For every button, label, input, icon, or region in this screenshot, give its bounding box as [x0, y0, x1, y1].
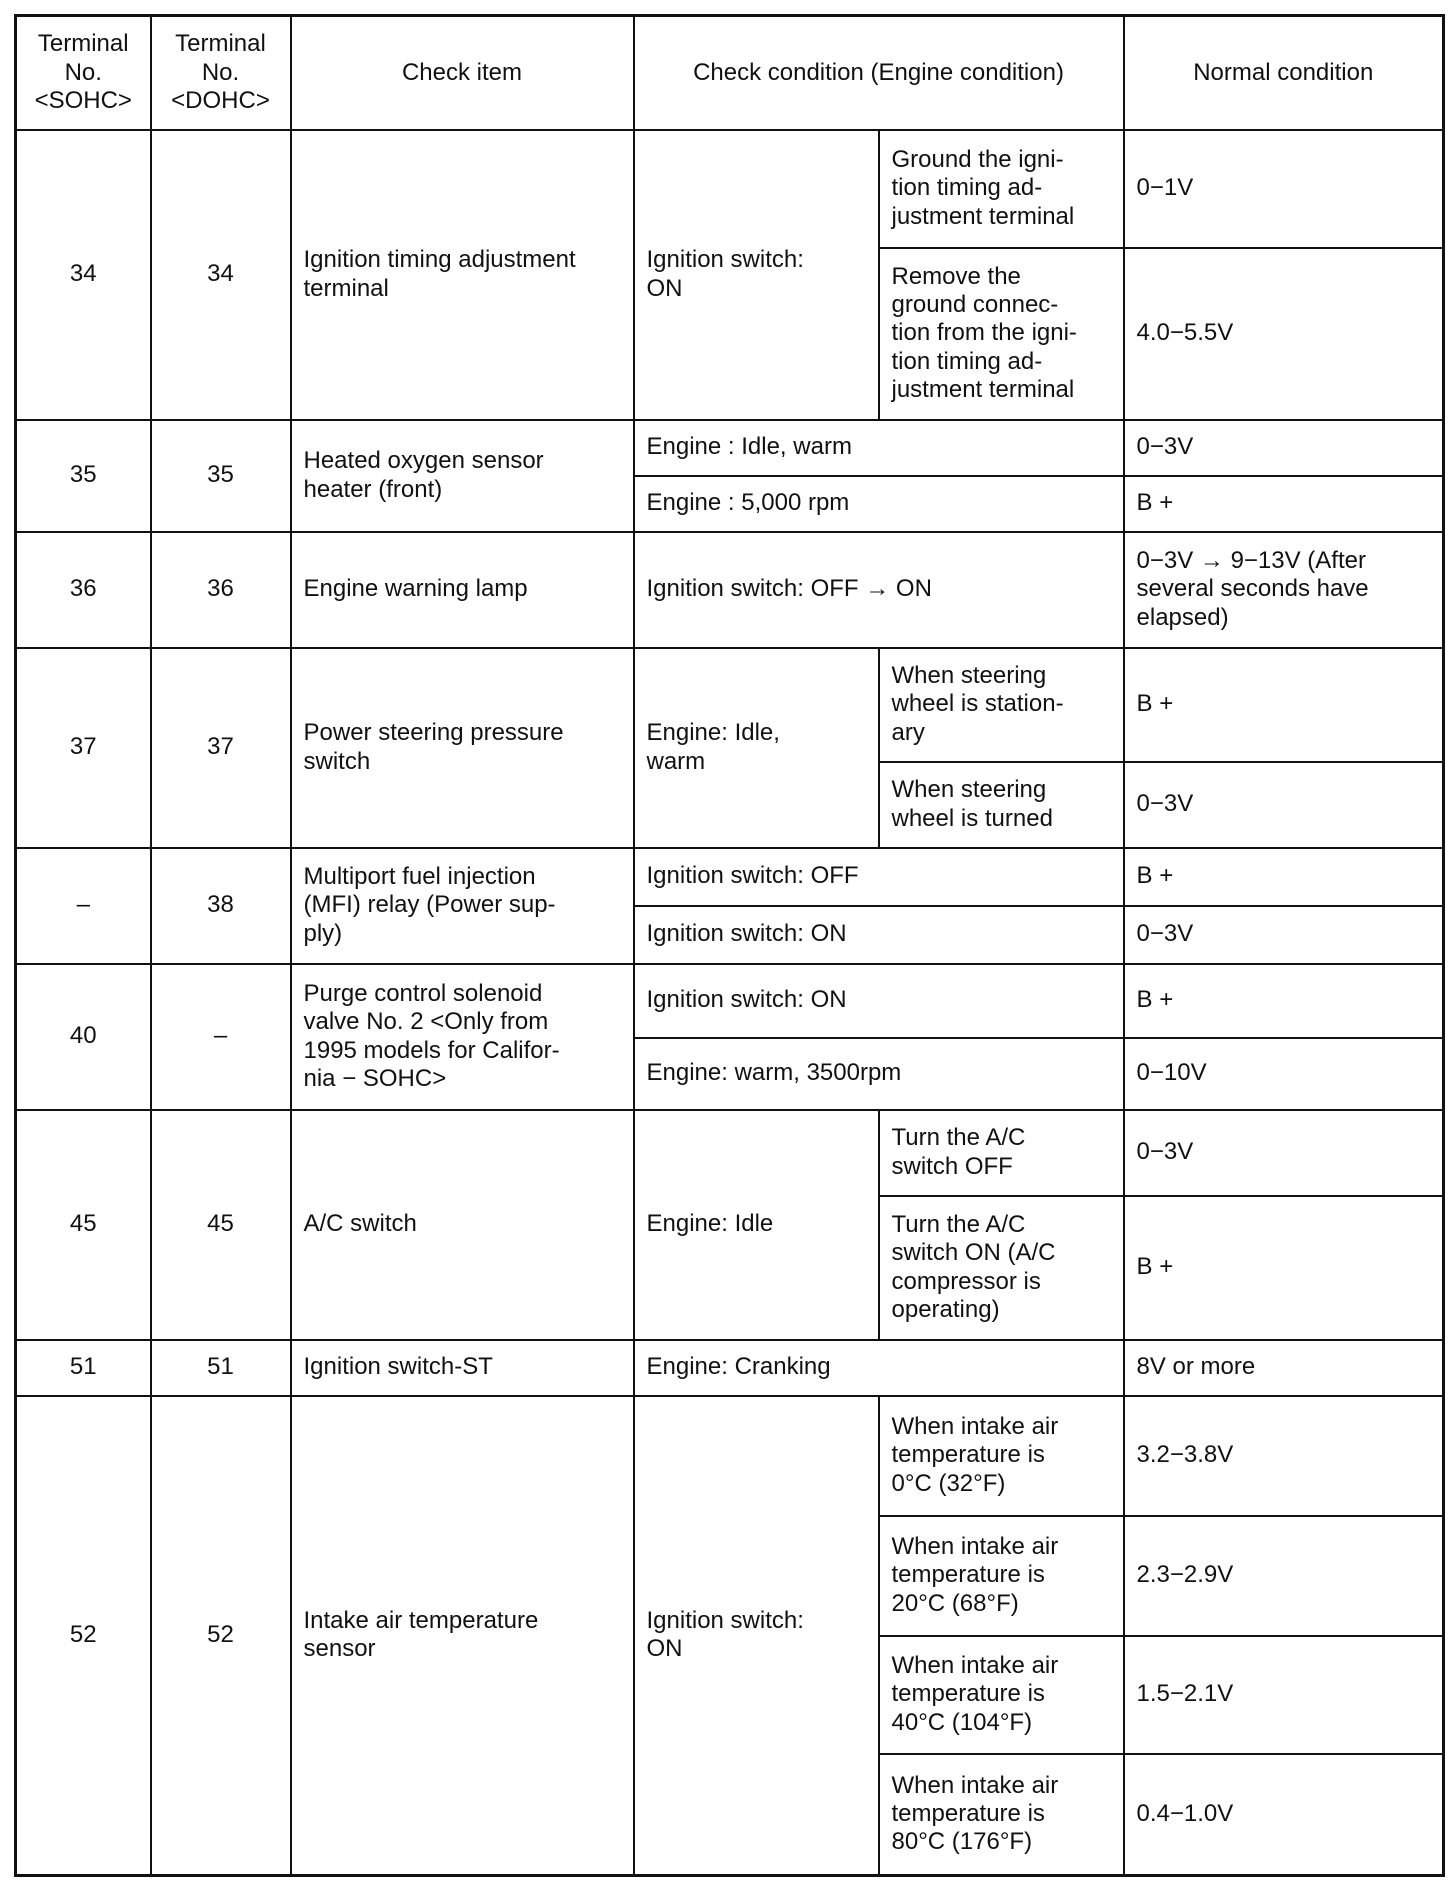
- normal-condition-cell: 0−3V → 9−13V (After several seconds have elapsed): [1124, 532, 1444, 648]
- sub-condition-cell: Remove the ground connec- tion from the igni- tion timing ad- justment terminal: [879, 248, 1124, 420]
- terminal-sohc-cell: 51: [16, 1340, 151, 1396]
- normal-condition-cell: 0.4−1.0V: [1124, 1754, 1444, 1876]
- table-row: [16, 130, 1444, 248]
- normal-condition-cell: 3.2−3.8V: [1124, 1396, 1444, 1516]
- table-row: [16, 1340, 1444, 1396]
- terminal-sohc-cell: 35: [16, 420, 151, 532]
- sub-condition-cell: When intake air temperature is 20°C (68°F): [879, 1516, 1124, 1636]
- check-condition-cell: Ignition switch: ON: [634, 964, 1124, 1038]
- table-row: [16, 648, 1444, 762]
- sub-condition-cell: Turn the A/C switch OFF: [879, 1110, 1124, 1196]
- terminal-check-table: [14, 14, 1445, 1877]
- normal-condition-cell: 0−3V: [1124, 762, 1444, 848]
- check-condition-cell: Engine : Idle, warm: [634, 420, 1124, 476]
- sub-condition-cell: When intake air temperature is 80°C (176°F): [879, 1754, 1124, 1876]
- table-row: [16, 532, 1444, 648]
- check-condition-cell: Engine: Cranking: [634, 1340, 1124, 1396]
- check-condition-cell: Engine: Idle, warm: [634, 648, 879, 848]
- terminal-dohc-cell: –: [151, 964, 291, 1110]
- normal-condition-cell: 0−3V: [1124, 420, 1444, 476]
- normal-condition-cell: B +: [1124, 648, 1444, 762]
- check-condition-cell: Ignition switch: OFF → ON: [634, 532, 1124, 648]
- table-row: [16, 964, 1444, 1038]
- check-item-cell: Multiport fuel injection (MFI) relay (Power sup- ply): [291, 848, 634, 964]
- check-item-cell: A/C switch: [291, 1110, 634, 1340]
- table-row: [16, 420, 1444, 476]
- sub-condition-cell: When intake air temperature is 40°C (104°F): [879, 1636, 1124, 1754]
- terminal-sohc-cell: 36: [16, 532, 151, 648]
- check-condition-cell: Ignition switch: ON: [634, 130, 879, 420]
- terminal-sohc-cell: 34: [16, 130, 151, 420]
- terminal-dohc-cell: 37: [151, 648, 291, 848]
- normal-condition-cell: B +: [1124, 848, 1444, 906]
- check-item-cell: Ignition switch-ST: [291, 1340, 634, 1396]
- table-row: [16, 1396, 1444, 1516]
- sub-condition-cell: When steering wheel is station- ary: [879, 648, 1124, 762]
- terminal-dohc-cell: 45: [151, 1110, 291, 1340]
- terminal-dohc-cell: 34: [151, 130, 291, 420]
- normal-condition-cell: B +: [1124, 1196, 1444, 1340]
- check-item-cell: Engine warning lamp: [291, 532, 634, 648]
- normal-condition-cell: B +: [1124, 476, 1444, 532]
- normal-condition-cell: 8V or more: [1124, 1340, 1444, 1396]
- normal-condition-cell: 2.3−2.9V: [1124, 1516, 1444, 1636]
- header-row: [16, 16, 1444, 130]
- terminal-dohc-cell: 38: [151, 848, 291, 964]
- terminal-dohc-cell: 51: [151, 1340, 291, 1396]
- terminal-sohc-cell: 45: [16, 1110, 151, 1340]
- normal-condition-cell: 0−1V: [1124, 130, 1444, 248]
- normal-condition-cell: 0−10V: [1124, 1038, 1444, 1110]
- check-item-cell: Purge control solenoid valve No. 2 <Only from 1995 models for Califor- nia − SOHC>: [291, 964, 634, 1110]
- normal-condition-cell: 4.0−5.5V: [1124, 248, 1444, 420]
- table-row: [16, 1110, 1444, 1196]
- header-terminal-sohc: Terminal No. <SOHC>: [16, 16, 151, 130]
- normal-condition-cell: 0−3V: [1124, 1110, 1444, 1196]
- sub-condition-cell: Ground the igni- tion timing ad- justment terminal: [879, 130, 1124, 248]
- header-normal-condition: Normal condition: [1124, 16, 1444, 130]
- spec-table-page: [14, 14, 1442, 1866]
- sub-condition-cell: When steering wheel is turned: [879, 762, 1124, 848]
- terminal-sohc-cell: 37: [16, 648, 151, 848]
- check-condition-cell: Engine: Idle: [634, 1110, 879, 1340]
- normal-condition-cell: 1.5−2.1V: [1124, 1636, 1444, 1754]
- header-check-condition: Check condition (Engine condition): [634, 16, 1124, 130]
- check-condition-cell: Ignition switch: ON: [634, 1396, 879, 1876]
- header-terminal-dohc: Terminal No. <DOHC>: [151, 16, 291, 130]
- check-item-cell: Power steering pressure switch: [291, 648, 634, 848]
- terminal-dohc-cell: 52: [151, 1396, 291, 1876]
- sub-condition-cell: When intake air temperature is 0°C (32°F): [879, 1396, 1124, 1516]
- terminal-sohc-cell: –: [16, 848, 151, 964]
- check-condition-cell: Engine : 5,000 rpm: [634, 476, 1124, 532]
- check-condition-cell: Ignition switch: OFF: [634, 848, 1124, 906]
- terminal-dohc-cell: 36: [151, 532, 291, 648]
- sub-condition-cell: Turn the A/C switch ON (A/C compressor is operating): [879, 1196, 1124, 1340]
- check-item-cell: Intake air temperature sensor: [291, 1396, 634, 1876]
- header-check-item: Check item: [291, 16, 634, 130]
- terminal-sohc-cell: 52: [16, 1396, 151, 1876]
- terminal-sohc-cell: 40: [16, 964, 151, 1110]
- check-item-cell: Ignition timing adjustment terminal: [291, 130, 634, 420]
- normal-condition-cell: B +: [1124, 964, 1444, 1038]
- table-row: [16, 848, 1444, 906]
- check-item-cell: Heated oxygen sensor heater (front): [291, 420, 634, 532]
- check-condition-cell: Ignition switch: ON: [634, 906, 1124, 964]
- normal-condition-cell: 0−3V: [1124, 906, 1444, 964]
- terminal-dohc-cell: 35: [151, 420, 291, 532]
- check-condition-cell: Engine: warm, 3500rpm: [634, 1038, 1124, 1110]
